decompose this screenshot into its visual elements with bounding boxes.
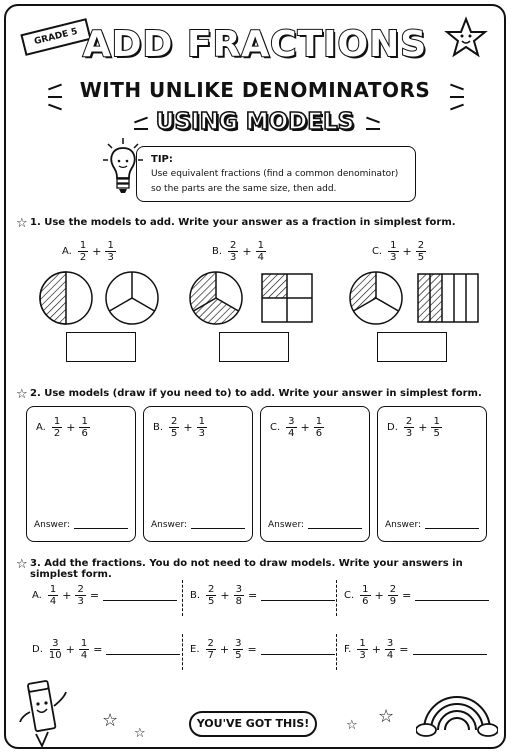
- fraction-problem: [344, 638, 487, 661]
- equals-sign: =: [402, 589, 412, 602]
- denominator: 10: [48, 650, 62, 661]
- fraction-b: [105, 240, 115, 263]
- denominator: 4: [386, 650, 394, 661]
- title-method: USING MODELS: [155, 109, 355, 135]
- operator-plus: +: [242, 245, 252, 258]
- operator-plus: +: [183, 421, 193, 434]
- star-icon: ☆: [102, 710, 119, 731]
- numerator: 2: [171, 416, 178, 427]
- numerator: 1: [79, 240, 87, 251]
- numerator: 1: [107, 240, 114, 251]
- answer-label: Answer:: [34, 520, 71, 530]
- fraction-b: [416, 240, 426, 263]
- fraction-a: [360, 584, 370, 607]
- denominator: 3: [77, 596, 84, 607]
- star-icon: ☆: [16, 216, 28, 231]
- answer-line[interactable]: [261, 644, 335, 655]
- fraction-problem: [344, 584, 489, 607]
- numerator: 2: [230, 240, 237, 251]
- fraction-problem: [190, 584, 335, 607]
- problem-label: B.: [212, 246, 223, 257]
- tip-text-line1: Use equivalent fractions (find a common denominator): [151, 169, 399, 179]
- denominator: 4: [288, 428, 295, 439]
- numerator: 2: [405, 416, 413, 427]
- circle-model-thirds: [106, 272, 158, 324]
- equals-sign: =: [399, 643, 409, 656]
- problem-label: D.: [387, 422, 398, 433]
- operator-plus: +: [92, 245, 102, 258]
- column-divider: [336, 634, 337, 670]
- fraction-a: [404, 416, 414, 439]
- denominator: 3: [359, 650, 366, 661]
- fraction-problem: [32, 584, 177, 607]
- column-divider: [182, 634, 183, 670]
- fraction-problem: [62, 240, 116, 263]
- fraction-a: [206, 584, 216, 607]
- fraction-b: [431, 416, 441, 439]
- operator-plus: +: [300, 421, 310, 434]
- section3-heading: 3. Add the fractions. You do not need to draw models. Write your answers in simplest form.: [30, 558, 463, 580]
- tip-label: TIP:: [151, 154, 173, 165]
- section2-heading: 2. Use models (draw if you need to) to add. Write your answer in simplest form.: [30, 388, 482, 399]
- problem-label: C.: [372, 246, 383, 257]
- denominator: 6: [362, 596, 369, 607]
- square-model-quarters: [262, 274, 312, 322]
- numerator: 3: [235, 638, 242, 649]
- circle-model-thirds-shaded: [190, 272, 242, 324]
- numerator: 3: [386, 638, 394, 649]
- operator-plus: +: [418, 421, 428, 434]
- equals-sign: =: [247, 643, 257, 656]
- fraction-a: [49, 638, 62, 661]
- numerator: 2: [417, 240, 425, 251]
- operator-plus: +: [374, 589, 384, 602]
- fraction-a: [78, 240, 88, 263]
- star-icon: ☆: [346, 718, 358, 733]
- numerator: 1: [390, 240, 397, 251]
- circle-model-thirds-one-shaded: [350, 272, 402, 324]
- column-divider: [182, 580, 183, 616]
- column-divider: [336, 580, 337, 616]
- denominator: 3: [405, 428, 413, 439]
- fraction-b: [79, 638, 89, 661]
- fraction-b: [233, 638, 243, 661]
- numerator: 1: [80, 638, 88, 649]
- worksheet-page: [4, 4, 506, 749]
- answer-line[interactable]: [103, 590, 177, 601]
- operator-plus: +: [66, 421, 76, 434]
- answer-box-b[interactable]: [219, 332, 289, 362]
- fraction-a: [357, 638, 367, 661]
- denominator: 6: [315, 428, 323, 439]
- star-icon: ☆: [134, 726, 146, 741]
- numerator: 1: [433, 416, 440, 427]
- denominator: 6: [81, 428, 88, 439]
- denominator: 5: [433, 428, 440, 439]
- tip-text-line2: so the parts are the same size, then add.: [151, 184, 337, 194]
- denominator: 7: [207, 650, 214, 661]
- answer-label: Answer:: [151, 520, 188, 530]
- numerator: 1: [257, 240, 265, 251]
- fraction-a: [228, 240, 238, 263]
- fraction-a: [206, 638, 216, 661]
- answer-line[interactable]: [74, 528, 128, 529]
- fraction-b: [79, 416, 89, 439]
- numerator: 1: [81, 416, 88, 427]
- circle-model-halves: [40, 272, 92, 324]
- title-main: ADD FRACTIONS: [82, 24, 428, 65]
- fraction-a: [169, 416, 179, 439]
- answer-line[interactable]: [425, 528, 479, 529]
- fraction-problem: [372, 240, 426, 263]
- fraction-b: [197, 416, 207, 439]
- fraction-b: [385, 638, 395, 661]
- fraction-b: [75, 584, 85, 607]
- problem-label: C.: [270, 422, 281, 433]
- problem-label: A.: [62, 246, 72, 257]
- fraction-b: [314, 416, 324, 439]
- fraction-a: [286, 416, 296, 439]
- pencil-mascot-icon: [14, 678, 74, 748]
- denominator: 4: [257, 252, 265, 263]
- operator-plus: +: [219, 643, 230, 656]
- numerator: 2: [389, 584, 397, 595]
- equals-sign: =: [93, 643, 103, 656]
- star-icon: ☆: [378, 706, 395, 727]
- denominator: 4: [80, 650, 88, 661]
- numerator: 1: [198, 416, 206, 427]
- answer-line[interactable]: [413, 644, 487, 655]
- numerator: 2: [77, 584, 84, 595]
- numerator: 1: [359, 638, 366, 649]
- fraction-a: [52, 416, 62, 439]
- problem-label: B.: [153, 422, 164, 433]
- numerator: 3: [288, 416, 295, 427]
- denominator: 5: [171, 428, 178, 439]
- answer-label: Answer:: [268, 520, 305, 530]
- answer-line[interactable]: [106, 644, 180, 655]
- numerator: 1: [49, 584, 57, 595]
- answer-label: Answer:: [385, 520, 422, 530]
- numerator: 1: [315, 416, 323, 427]
- answer-line[interactable]: [191, 528, 245, 529]
- numerator: 3: [52, 638, 59, 649]
- equals-sign: =: [89, 589, 100, 602]
- problem-label: A.: [32, 590, 42, 601]
- encouragement-badge: YOU'VE GOT THIS!: [189, 711, 317, 737]
- answer-line[interactable]: [261, 590, 335, 601]
- operator-plus: +: [62, 589, 72, 602]
- operator-plus: +: [220, 589, 230, 602]
- denominator: 8: [235, 596, 243, 607]
- operator-plus: +: [65, 643, 75, 656]
- problem-label: C.: [344, 590, 355, 601]
- grade-label: GRADE 5: [33, 26, 79, 48]
- denominator: 5: [235, 650, 242, 661]
- section1-heading: 1. Use the models to add. Write your answer as a fraction in simplest form.: [30, 217, 456, 228]
- fraction-problem: [153, 416, 207, 439]
- numerator: 3: [235, 584, 243, 595]
- fraction-b: [234, 584, 244, 607]
- numerator: 1: [53, 416, 61, 427]
- problem-label: D.: [32, 644, 43, 655]
- denominator: 5: [208, 596, 215, 607]
- denominator: 3: [230, 252, 237, 263]
- star-icon: ☆: [16, 557, 28, 572]
- fraction-a: [48, 584, 58, 607]
- denominator: 4: [49, 596, 57, 607]
- section1-models: [36, 268, 486, 328]
- denominator: 2: [53, 428, 61, 439]
- title-subtitle: WITH UNLIKE DENOMINATORS: [79, 78, 431, 102]
- fraction-b: [256, 240, 266, 263]
- fraction-problem: [387, 416, 442, 439]
- rainbow-icon: [416, 688, 498, 738]
- answer-line[interactable]: [415, 590, 489, 601]
- fraction-problem: [190, 638, 335, 661]
- operator-plus: +: [371, 643, 381, 656]
- numerator: 2: [207, 638, 214, 649]
- star-icon: ☆: [16, 387, 28, 402]
- denominator: 3: [390, 252, 397, 263]
- bar-model-fifths: [418, 274, 478, 322]
- fraction-problem: [270, 416, 324, 439]
- denominator: 3: [198, 428, 206, 439]
- answer-box-a[interactable]: [66, 332, 136, 362]
- fraction-problem: [36, 416, 90, 439]
- fraction-b: [388, 584, 398, 607]
- denominator: 2: [79, 252, 87, 263]
- denominator: 5: [417, 252, 425, 263]
- problem-label: A.: [36, 422, 46, 433]
- answer-box-c[interactable]: [377, 332, 447, 362]
- denominator: 9: [389, 596, 397, 607]
- operator-plus: +: [402, 245, 412, 258]
- equals-sign: =: [248, 589, 258, 602]
- numerator: 1: [362, 584, 369, 595]
- problem-label: F.: [344, 644, 352, 655]
- problem-label: E.: [190, 644, 200, 655]
- fraction-problem: [32, 638, 180, 661]
- fraction-a: [388, 240, 398, 263]
- numerator: 2: [208, 584, 215, 595]
- problem-label: B.: [190, 590, 201, 601]
- fraction-problem: [212, 240, 266, 263]
- answer-line[interactable]: [308, 528, 362, 529]
- denominator: 3: [107, 252, 114, 263]
